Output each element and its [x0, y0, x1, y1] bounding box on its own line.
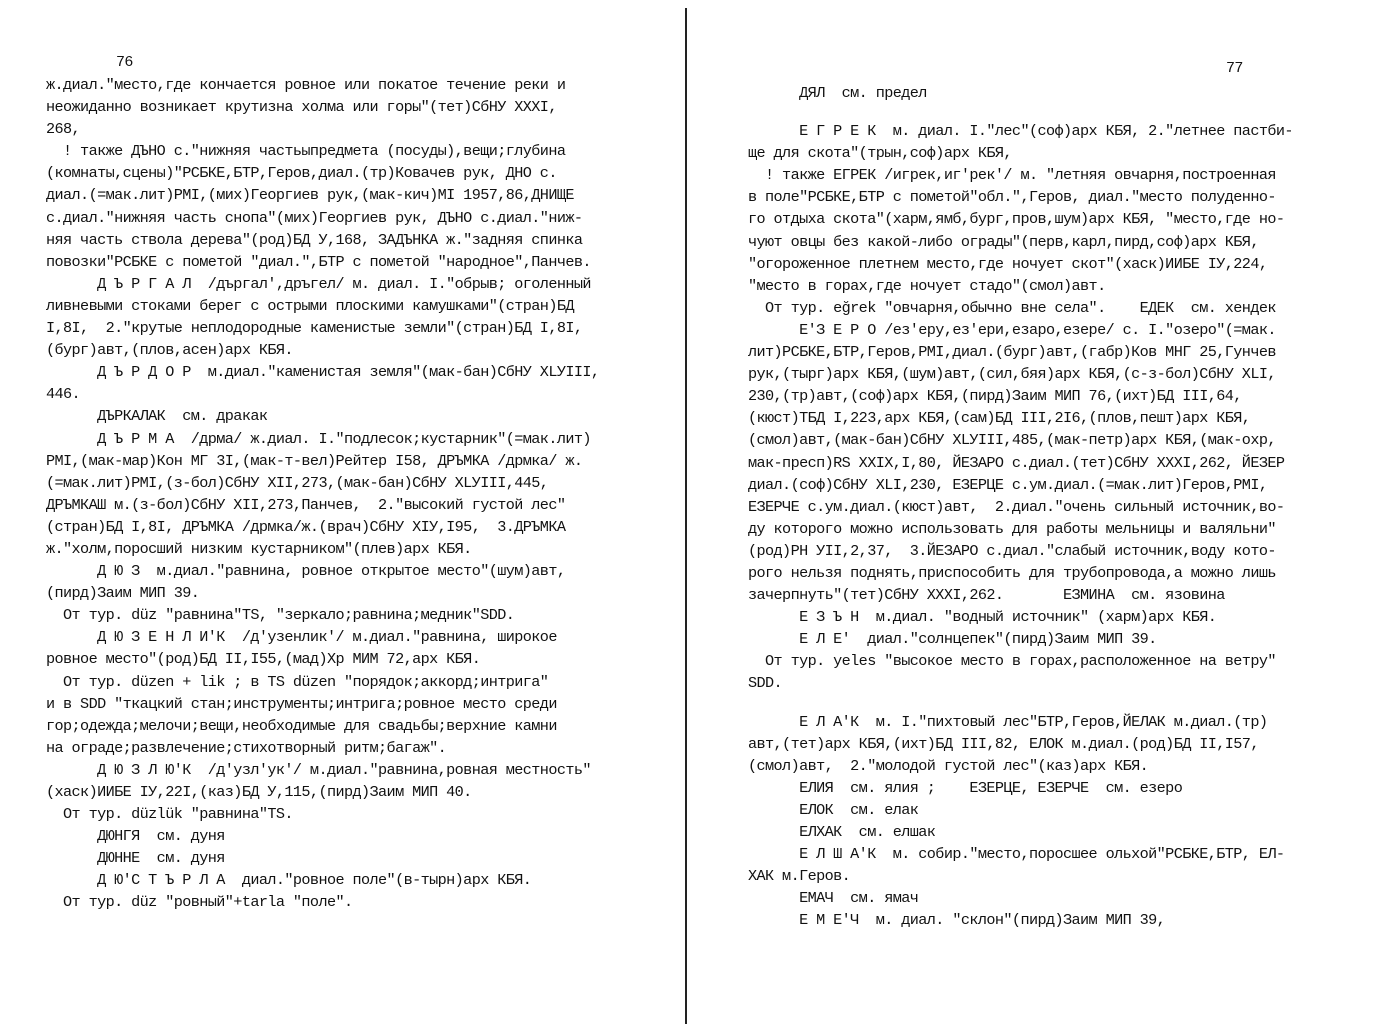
text-line: повозки"РСБКЕ с пометой "диал.",БТР с пометой "народное",Панчев. [46, 252, 591, 271]
text-line: авт,(тет)арх КБЯ,(ихт)БД III,82, ЕЛОК м.диал.(род)БД II,I57, [748, 734, 1259, 753]
text-line: (род)РН УII,2,37, 3.ЙЕЗАРО с.диал."слабый источник,воду кото- [748, 541, 1276, 560]
text-line: От тур. eğrek "овчарня,обычно вне села". ЕДЕК см. хендек [748, 298, 1276, 317]
text-line: чуют овцы без какой-либо ограды"(перв,карл,пирд,соф)арх КБЯ, [748, 232, 1259, 251]
text-line: ЕЗЕРЧЕ с.ум.диал.(кюст)авт, 2.диал."очень сильный источник,во- [748, 497, 1285, 516]
text-line: рук,(тырг)арх КБЯ,(шум)авт,(сил,бяя)арх КБЯ,(с-з-бол)СбНУ XLI, [748, 365, 1276, 384]
text-block [46, 74, 666, 914]
text-line: РМI,(мак-мар)Кон МГ 3I,(мак-т-вел)Рейтер I58, ДРЪМКА /дрмка/ ж. [46, 451, 583, 470]
text-line: няя часть ствола дерева"(род)БД У,168, ЗАДЪНКА ж."задняя спинка [46, 230, 583, 249]
text-line: ХАК м.Геров. [748, 867, 851, 886]
text-line: ДЮННЕ см. дуня [46, 849, 225, 868]
page-number: 76 [116, 54, 133, 71]
text-line: От тур. düz "ровный"+tarla "поле". [46, 893, 353, 912]
text-line: ДЮНГЯ см. дуня [46, 827, 225, 846]
text-line: Д Ъ Р М А /дрма/ ж.диал. I."подлесок;кустарник"(=мак.лит) [46, 429, 591, 448]
text-line: диал.(соф)СбНУ XLI,230, ЕЗЕРЦЕ с.ум.диал.(=мак.лит)Геров,РМI, [748, 475, 1268, 494]
text-line: 230,(тр)авт,(соф)арх КБЯ,(пирд)Заим МИП 76,(ихт)БД III,64, [748, 387, 1242, 406]
text-line: ! также ДЪНО с."нижняя частьыпредмета (посуды),вещи;глубина [46, 142, 566, 161]
text-line: с.диал."нижняя часть снопа"(мих)Георгиев рук, ДЪНО с.диал."ниж- [46, 208, 583, 227]
text-line: ЕМАЧ см. ямач [748, 889, 919, 908]
text-line: (смол)авт, 2."молодой густой лес"(каз)арх КБЯ. [748, 756, 1149, 775]
text-line: (стран)БД I,8I, ДРЪМКА /дрмка/ж.(врач)СбНУ XIУ,I95, 3.ДРЪМКА [46, 517, 566, 536]
text-line: От тур. düzen + lik ; в TS düzen "порядок;аккорд;интрига" [46, 672, 549, 691]
text-line [748, 695, 1388, 711]
text-line: (кюст)ТБД I,223,арх КБЯ,(сам)БД III,2I6,(плов,пешт)арх КБЯ, [748, 409, 1251, 428]
text-line: лит)РСБКЕ,БТР,Геров,РМI,диал.(бург)авт,(габр)Ков МНГ 25,Гунчев [748, 343, 1276, 362]
text-line: ДРЪМКАШ м.(з-бол)СбНУ XII,273,Панчев, 2."высокий густой лес" [46, 495, 566, 514]
text-line: "огороженное плетнем место,где ночует скот"(хаск)ИИБЕ IУ,224, [748, 254, 1268, 273]
text-line: Д Ю'С Т Ъ Р Л А диал."ровное поле"(в-тырн)арх КБЯ. [46, 871, 532, 890]
text-line: Е Л А'К м. I."пихтовый лес"БТР,Геров,ЙЕЛАК м.диал.(тр) [748, 712, 1268, 731]
text-line: ж."холм,поросший низким кустарником"(плев)арх КБЯ. [46, 539, 472, 558]
text-line: рого нельзя поднять,приспособить для трубопровода,а можно лишь [748, 563, 1276, 582]
text-line: Е Л Е' диал."солнцепек"(пирд)Заим МИП 39. [748, 630, 1157, 649]
text-block [748, 82, 1388, 931]
text-line: Е М Е'Ч м. диал. "склон"(пирд)Заим МИП 39, [748, 911, 1166, 930]
text-line: и в SDD "ткацкий стан;инструменты;интрига;ровное место среди [46, 694, 557, 713]
text-line: ДЪРКАЛАК см. дракак [46, 407, 268, 426]
text-line: ДЯЛ см. предел [748, 84, 927, 102]
text-line: ! также ЕГРЕК /игрек,иг'рек'/ м. "летняя овчарня,построенная [748, 166, 1276, 185]
text-line: ЕЛХАК см. елшак [748, 823, 936, 841]
book-spine [685, 8, 687, 1024]
text-line: SDD. [748, 674, 783, 693]
text-line [748, 104, 1388, 120]
text-line: Е Л Ш А'К м. собир."место,поросшее ольхой"РСБКЕ,БТР, ЕЛ- [748, 845, 1285, 864]
text-line: в поле"РСБКЕ,БТР с пометой"обл.",Геров, диал."место полуденно- [748, 188, 1276, 207]
text-line: ж.диал."место,где кончается ровное или покатое течение реки и [46, 76, 566, 94]
text-line: (комнаты,сцены)"РСБКЕ,БТР,Геров,диал.(тр)Ковачев рук, ДНО с. [46, 164, 557, 183]
text-line: Е Г Р Е К м. диал. I."лес"(соф)арх КБЯ, 2."летнее пастби- [748, 122, 1293, 141]
text-line: Е З Ъ Н м.диал. "водный источник" (харм)арх КБЯ. [748, 608, 1217, 627]
text-line: I,8I, 2."крутые неплодородные каменистые земли"(стран)БД I,8I, [46, 319, 583, 338]
text-line: 268, [46, 120, 81, 139]
text-line: ду которого можно использовать для работы мельницы и валяльни" [748, 519, 1276, 538]
text-line: ще для скота"(трын,соф)арх КБЯ, [748, 144, 1012, 163]
text-line: Д Ю З Е Н Л И'К /д'узенлик'/ м.диал."равнина, широкое [46, 628, 557, 647]
text-line: мак-пресп)RS XXIX,I,80, ЙЕЗАРО с.диал.(тет)СбНУ XXXI,262, ЙЕЗЕР [748, 453, 1285, 472]
text-line: диал.(=мак.лит)РМI,(мих)Георгиев рук,(мак-кич)МI 1957,86,ДНИЩЕ [46, 186, 574, 205]
text-line: От тур. düz "равнина"TS, "зеркало;равнина;медник"SDD. [46, 606, 515, 625]
text-line: ровное место"(род)БД II,I55,(мад)Хр МИМ 72,арх КБЯ. [46, 650, 481, 669]
text-line: зачерпнуть"(тет)СбНУ XXXI,262. ЕЗМИНА см. язовина [748, 586, 1225, 605]
text-line: От тур. düzlük "равнина"TS. [46, 805, 293, 824]
text-line: От тур. yeles "высокое место в горах,расположенное на ветру" [748, 652, 1276, 671]
text-line: Д Ъ Р Д О Р м.диал."каменистая земля"(мак-бан)СбНУ XLУIII, [46, 363, 600, 382]
text-line: ЕЛИЯ см. ялия ; ЕЗЕРЦЕ, ЕЗЕРЧЕ см. езеро [748, 778, 1183, 797]
text-line: ЕЛОК см. елак [748, 800, 919, 819]
text-line: (смол)авт,(мак-бан)СбНУ XLУIII,485,(мак-петр)арх КБЯ,(мак-охр, [748, 431, 1276, 450]
text-line: го отдыха скота"(харм,ямб,бург,пров,шум)арх КБЯ, "место,где но- [748, 210, 1285, 229]
left-page [0, 0, 680, 1028]
text-line: (=мак.лит)РМI,(з-бол)СбНУ XII,273,(мак-бан)СбНУ XLУIII,445, [46, 473, 549, 492]
text-line: Д Ю З Л Ю'К /д'узл'ук'/ м.диал."равнина,ровная местность" [46, 760, 591, 779]
text-line: неожиданно возникает крутизна холма или горы"(тет)СбНУ XXXI, [46, 98, 557, 117]
text-line: (хаск)ИИБЕ IУ,22I,(каз)БД У,115,(пирд)Заим МИП 40. [46, 783, 472, 801]
text-line: 446. [46, 385, 81, 404]
text-line: (пирд)Заим МИП 39. [46, 584, 200, 603]
text-line: на ограде;развлечение;стихотворный ритм;багаж". [46, 738, 447, 757]
text-line: гор;одежда;мелочи;вещи,необходимые для свадьбы;верхние камни [46, 716, 557, 735]
right-page [688, 0, 1400, 1028]
text-line: (бург)авт,(плов,асен)арх КБЯ. [46, 341, 293, 360]
text-line: "место в горах,где ночует стадо"(смол)авт. [748, 276, 1106, 295]
text-line: Е'З Е Р О /ез'еру,ез'ери,езаро,езере/ с. I."озеро"(=мак. [748, 320, 1276, 339]
page-number: 77 [1226, 60, 1243, 77]
text-line: Д Ю З м.диал."равнина, ровное открытое место"(шум)авт, [46, 562, 566, 581]
text-line: Д Ъ Р Г А Л /дъргал',дръгел/ м. диал. I."обрыв; оголенный [46, 274, 591, 293]
text-line: ливневыми стоками берег с острыми плоскими камушками"(стран)БД [46, 296, 574, 315]
